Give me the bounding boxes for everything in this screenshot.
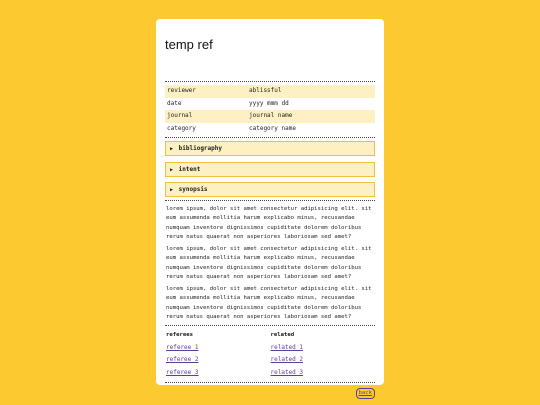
meta-key: date	[167, 99, 182, 107]
link-columns	[166, 329, 375, 379]
referee-link[interactable]: referee 2	[166, 356, 199, 363]
meta-row-reviewer	[165, 85, 375, 98]
related-heading: related	[270, 332, 295, 338]
meta-value: journal name	[249, 112, 293, 119]
triangle-right-icon: ▶	[170, 167, 174, 173]
referee-link[interactable]: referee 3	[166, 368, 199, 376]
page-title: temp ref	[165, 37, 213, 52]
back-button[interactable]: back	[356, 388, 375, 399]
related-link[interactable]: related 3	[270, 368, 304, 376]
meta-value: category name	[249, 124, 296, 132]
referees-column	[166, 329, 271, 379]
meta-row-category	[165, 123, 375, 136]
related-link[interactable]: related 2	[270, 356, 304, 363]
section-toggle-bibliography[interactable]	[165, 141, 375, 156]
referee-link[interactable]: referee 1	[166, 343, 199, 351]
meta-key: reviewer	[167, 87, 196, 94]
meta-key: category	[167, 124, 196, 132]
divider	[165, 382, 375, 383]
section-label: intent	[178, 166, 201, 173]
triangle-right-icon: ▶	[170, 187, 174, 193]
metadata-table	[165, 85, 375, 135]
meta-value: yyyy mmm dd	[249, 99, 289, 107]
related-column	[271, 329, 376, 379]
body-paragraph: lorem ipsum, dolor sit amet consectetur adipisicing elit. sit eum assumenda mollitia harum explicabo minus, recusandae numquam inventore dignissimos cupiditate dolorem doloribus rerum natus quaerat non asperiores laboriosam sed amet?	[166, 206, 372, 240]
related-link[interactable]: related 1	[270, 343, 304, 351]
section-toggle-intent[interactable]	[165, 162, 375, 177]
meta-key: journal	[167, 112, 193, 119]
divider	[165, 81, 375, 82]
section-toggle-synopsis[interactable]	[165, 182, 375, 197]
article-card	[156, 19, 384, 396]
meta-row-date	[165, 98, 375, 111]
section-label: synopsis	[178, 186, 208, 193]
divider	[165, 200, 375, 201]
divider	[165, 137, 375, 138]
meta-value: ablissful	[249, 87, 282, 94]
body-paragraph: lorem ipsum, dolor sit amet consectetur adipisicing elit. sit eum assumenda mollitia harum explicabo minus, recusandae numquam inventore dignissimos cupiditate dolorem doloribus rerum natus quaerat non asperiores laboriosam sed amet?	[166, 246, 372, 280]
meta-row-journal	[165, 110, 375, 123]
section-label: bibliography	[178, 145, 222, 152]
referees-heading: referees	[166, 332, 193, 338]
triangle-right-icon: ▶	[170, 146, 174, 152]
body-paragraph: lorem ipsum, dolor sit amet consectetur adipisicing elit. sit eum assumenda mollitia harum explicabo minus, recusandae numquam inventore dignissimos cupiditate dolorem doloribus rerum natus quaerat non asperiores laboriosam sed amet?	[166, 286, 372, 320]
divider	[165, 325, 375, 326]
